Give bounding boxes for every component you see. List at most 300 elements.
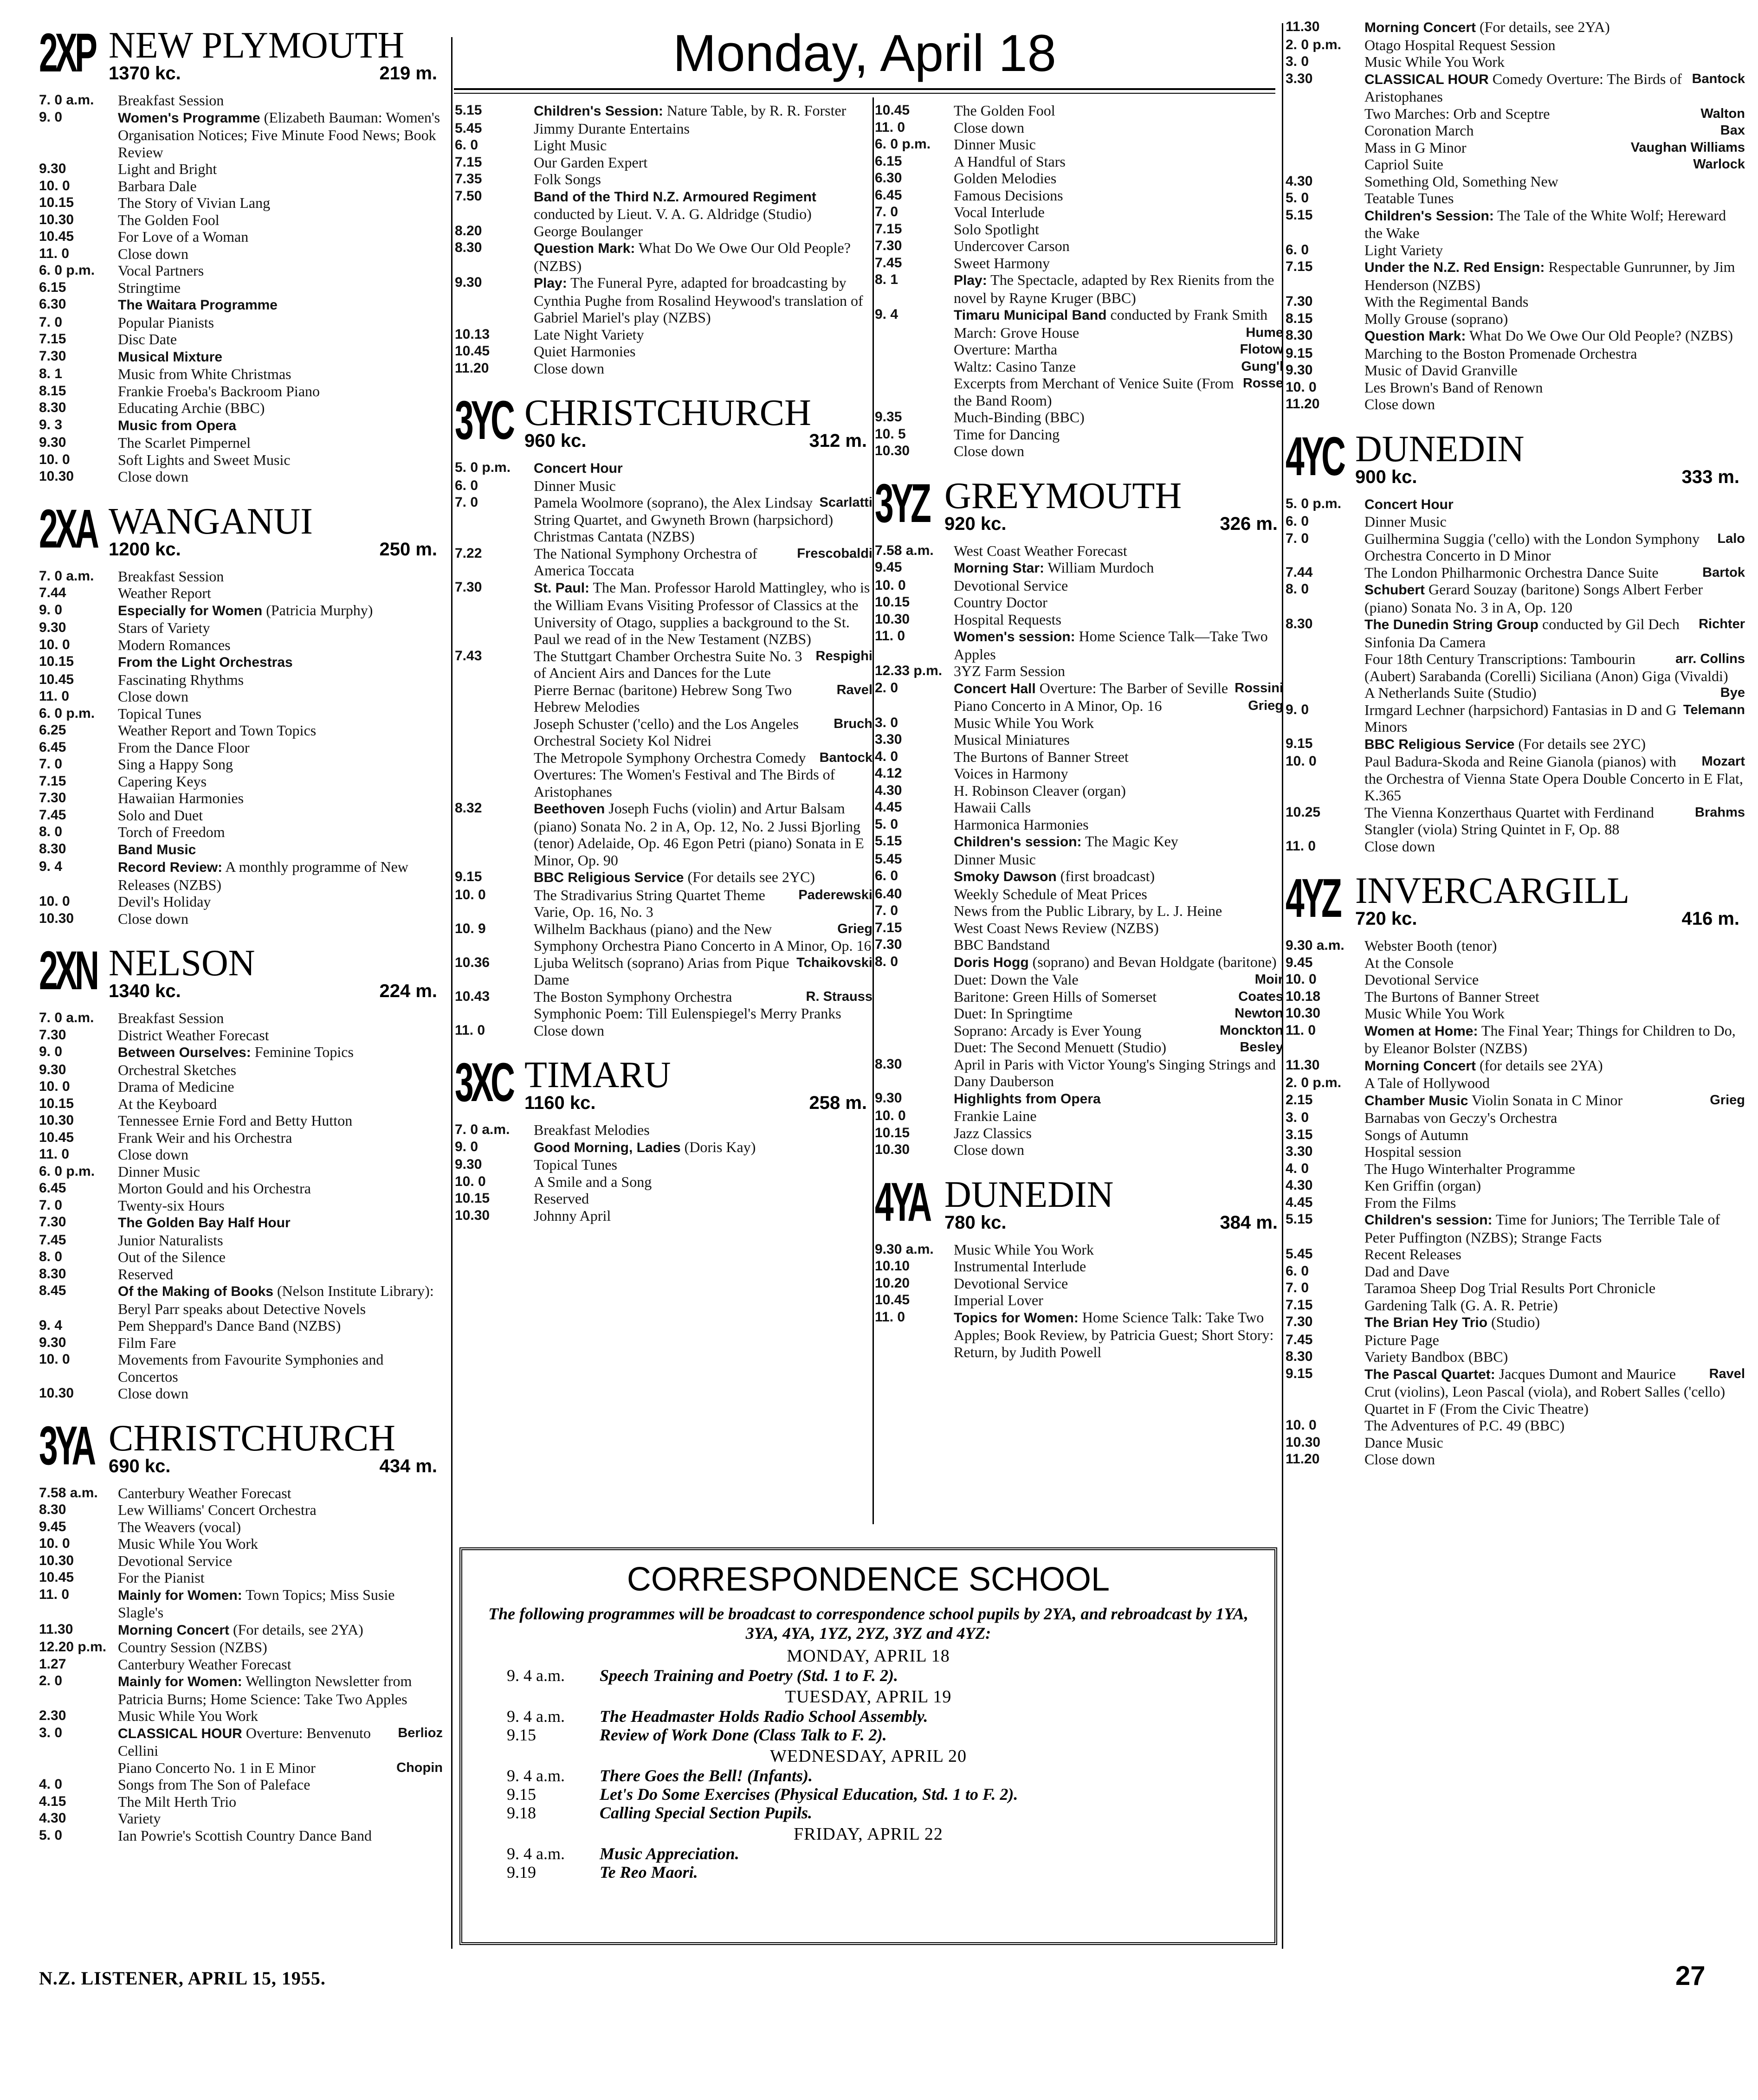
programme-time: 9. 0 bbox=[39, 109, 63, 125]
programme-time: 7. 0 a.m. bbox=[39, 1010, 94, 1025]
programme-entry bbox=[455, 171, 873, 188]
programme-description: Close down bbox=[118, 1385, 188, 1402]
programme-entry bbox=[39, 841, 443, 859]
programme-entry bbox=[39, 1146, 443, 1163]
programme-entry bbox=[39, 1485, 443, 1502]
programme-description: Jazz Classics bbox=[954, 1124, 1032, 1141]
programme-entry bbox=[39, 1027, 443, 1044]
station-call-sign: 4YA bbox=[875, 1171, 930, 1233]
programme-entry bbox=[875, 1108, 1283, 1125]
programme-description: Capering Keys bbox=[118, 773, 207, 790]
programme-description: Vocal Interlude bbox=[954, 204, 1045, 220]
programme-description: Dad and Dave bbox=[1364, 1263, 1450, 1280]
programme-description: conducted by Lieut. V. A. G. Aldridge (Studio) bbox=[534, 206, 812, 222]
programme-description: (Studio) bbox=[1487, 1314, 1540, 1330]
programme-time: 9.45 bbox=[875, 560, 902, 575]
programme-title: Under the N.Z. Red Ensign: bbox=[1364, 260, 1545, 275]
programme-description: Sing a Happy Song bbox=[118, 756, 233, 773]
programme-time: 7.30 bbox=[39, 1027, 66, 1043]
programme-entry bbox=[1286, 1246, 1745, 1263]
programme-description: Two Marches: Orb and Sceptre bbox=[1364, 105, 1550, 122]
programme-time: 6.45 bbox=[875, 187, 902, 203]
programme-description: (for details see 2YA) bbox=[1476, 1056, 1603, 1074]
programme-title: Timaru Municipal Band bbox=[954, 308, 1107, 323]
programme-title: Music from Opera bbox=[118, 418, 237, 433]
programme-description: Webster Booth (tenor) bbox=[1364, 937, 1497, 954]
programme-description: Voices in Harmony bbox=[954, 765, 1068, 782]
programme-entry bbox=[39, 366, 443, 383]
programme-description: Marching to the Boston Promenade Orchestra bbox=[1364, 345, 1637, 362]
programme-description: Vocal Partners bbox=[118, 262, 204, 279]
programme-entry bbox=[39, 417, 443, 435]
programme-title: Morning Star: bbox=[954, 560, 1044, 576]
programme-description: The Vienna Konzerthaus Quartet with Ferdinand Stangler (viola) String Quintet in F, Op. 88 bbox=[1364, 804, 1654, 837]
programme-composer: Rossini bbox=[1234, 680, 1283, 696]
programme-description: Home Science Talk—Take Two Apples bbox=[954, 628, 1268, 663]
programme-entry bbox=[39, 314, 443, 331]
programme-description: (Doris Kay) bbox=[680, 1138, 756, 1155]
programme-title: Good Morning, Ladies bbox=[534, 1140, 681, 1155]
programme-entry bbox=[1286, 1177, 1745, 1194]
programme-entry bbox=[1286, 1143, 1745, 1160]
programme-description: Hawaiian Harmonies bbox=[118, 790, 244, 806]
station-frequency: 900 kc. bbox=[1355, 466, 1417, 487]
programme-time: 8.15 bbox=[39, 383, 66, 399]
programme-entry bbox=[39, 858, 443, 893]
programme-entry bbox=[39, 1163, 443, 1180]
correspondence-day: WEDNESDAY, APRIL 20 bbox=[769, 1746, 967, 1766]
programme-entry bbox=[875, 1005, 1283, 1022]
programme-description: Jimmy Durante Entertains bbox=[534, 120, 690, 137]
programme-description: Canterbury Weather Forecast bbox=[118, 1484, 291, 1501]
programme-time: 8. 0 bbox=[875, 953, 898, 969]
programme-description: March: Grove House bbox=[954, 324, 1079, 341]
programme-entry bbox=[875, 628, 1283, 663]
programme-entry bbox=[39, 1266, 443, 1283]
programme-time: 9.30 a.m. bbox=[1286, 938, 1344, 953]
programme-description: Irmgard Lechner (harpsichord) Fantasias in D and G Minors bbox=[1364, 701, 1677, 735]
programme-title: The Golden Bay Half Hour bbox=[118, 1215, 291, 1230]
programme-description: Country Session (NZBS) bbox=[118, 1639, 267, 1656]
programme-time: 11. 0 bbox=[875, 119, 905, 135]
correspondence-row bbox=[462, 1766, 1274, 1785]
programme-time: 8. 0 bbox=[1286, 581, 1309, 597]
programme-description: (For details see 2YC) bbox=[684, 869, 815, 885]
station-header bbox=[1286, 427, 1745, 492]
programme-time: 7.44 bbox=[39, 585, 66, 600]
programme-description: Close down bbox=[118, 1146, 188, 1163]
programme-time: 8.32 bbox=[455, 800, 482, 816]
programme-entry bbox=[455, 188, 873, 223]
programme-entry bbox=[455, 1022, 873, 1039]
programme-entry bbox=[1286, 156, 1745, 173]
programme-composer: Paderewski bbox=[798, 887, 873, 902]
programme-time: 10.30 bbox=[1286, 1434, 1321, 1450]
programme-entry bbox=[39, 585, 443, 602]
programme-entry bbox=[455, 494, 873, 545]
programme-composer: Bye bbox=[1720, 685, 1745, 700]
station-wavelength: 312 m. bbox=[809, 431, 867, 451]
programme-entry bbox=[39, 671, 443, 689]
station-frequency: 720 kc. bbox=[1355, 908, 1417, 929]
programme-title: Children's Session: bbox=[1364, 208, 1494, 224]
programme-composer: Rosse bbox=[1242, 376, 1283, 391]
programme-entry bbox=[39, 1010, 443, 1027]
programme-entry bbox=[455, 1207, 873, 1224]
programme-time: 6.30 bbox=[875, 170, 902, 186]
programme-description: Drama of Medicine bbox=[118, 1078, 234, 1095]
programme-time: 7. 0 bbox=[39, 1197, 63, 1213]
station-frequency: 1160 kc. bbox=[524, 1093, 596, 1113]
station-city: NEW PLYMOUTH bbox=[109, 25, 405, 66]
correspondence-time: 9. 4 a.m. bbox=[507, 1844, 565, 1863]
programme-time: 10. 0 bbox=[1286, 379, 1317, 395]
programme-entry bbox=[875, 136, 1283, 153]
programme-entry bbox=[875, 765, 1283, 782]
programme-entry bbox=[39, 178, 443, 195]
programme-description: Close down bbox=[118, 468, 188, 485]
programme-description: (Elizabeth Bauman: Women's Organisation Notices; Five Minute Food News; Book Review bbox=[118, 109, 440, 161]
programme-entry bbox=[875, 1141, 1283, 1159]
programme-description: William Murdoch bbox=[1044, 559, 1154, 576]
programme-description: Close down bbox=[954, 1141, 1024, 1158]
programme-time: 7.45 bbox=[1286, 1332, 1313, 1347]
programme-description: Disc Date bbox=[118, 331, 177, 348]
programme-title: Children's Session: bbox=[534, 103, 663, 119]
programme-time: 10. 9 bbox=[455, 921, 486, 936]
correspondence-row bbox=[462, 1863, 1274, 1881]
station-frequency: 690 kc. bbox=[109, 1456, 171, 1476]
correspondence-row bbox=[462, 1804, 1274, 1822]
programme-entry bbox=[875, 715, 1283, 732]
programme-title: Women's Programme bbox=[118, 110, 260, 126]
programme-time: 4.12 bbox=[875, 766, 902, 781]
programme-description: Instrumental Interlude bbox=[954, 1258, 1086, 1275]
programme-description: Close down bbox=[954, 443, 1024, 459]
programme-time: 8. 1 bbox=[875, 272, 898, 287]
programme-description: Twenty-six Hours bbox=[118, 1197, 225, 1214]
programme-title: Question Mark: bbox=[1364, 329, 1466, 344]
programme-entry bbox=[875, 204, 1283, 221]
programme-entry bbox=[455, 545, 873, 579]
programme-description: George Boulanger bbox=[534, 222, 643, 239]
programme-description: Reserved bbox=[118, 1265, 174, 1282]
programme-description: Music While You Work bbox=[954, 714, 1094, 731]
programme-entry bbox=[875, 1309, 1283, 1361]
programme-title: Band of the Third N.Z. Armoured Regiment bbox=[534, 189, 816, 205]
correspondence-time: 9.15 bbox=[507, 1726, 536, 1744]
correspondence-row bbox=[462, 1785, 1274, 1804]
programme-entry bbox=[1286, 1332, 1745, 1349]
programme-entry bbox=[875, 748, 1283, 766]
programme-description: Light Music bbox=[534, 137, 607, 154]
station-city: DUNEDIN bbox=[944, 1174, 1114, 1215]
programme-time: 9. 0 bbox=[39, 602, 63, 618]
programme-entry bbox=[875, 153, 1283, 170]
correspondence-programme: Te Reo Maori. bbox=[600, 1863, 698, 1881]
programme-time: 10.45 bbox=[39, 1129, 74, 1145]
programme-time: 6.15 bbox=[875, 153, 902, 169]
programme-time: 7.30 bbox=[39, 348, 66, 364]
programme-title: Chamber Music bbox=[1364, 1093, 1468, 1108]
programme-title: Question Mark: bbox=[534, 241, 635, 256]
programme-time: 10. 0 bbox=[39, 894, 70, 909]
programme-time: 10.30 bbox=[875, 1142, 910, 1157]
programme-time: 6.40 bbox=[875, 886, 902, 902]
programme-composer: Flotow bbox=[1240, 342, 1283, 357]
programme-time: 8.15 bbox=[1286, 310, 1313, 326]
programme-entry bbox=[1286, 379, 1745, 396]
programme-composer: Scarlatti bbox=[819, 495, 873, 510]
programme-description: Hospital session bbox=[1364, 1143, 1461, 1160]
programme-composer: Grieg bbox=[837, 921, 873, 936]
programme-time: 10.15 bbox=[455, 1191, 490, 1206]
station-wavelength: 333 m. bbox=[1681, 466, 1739, 487]
programme-entry bbox=[1286, 954, 1745, 972]
programme-title: Band Music bbox=[118, 842, 196, 857]
station-wavelength: 434 m. bbox=[379, 1456, 437, 1476]
programme-description: Four 18th Century Transcriptions: Tambourin (Aubert) Sarabanda (Corelli) Siciliana (Anon) Giga (Vivaldi) bbox=[1364, 651, 1728, 684]
programme-entry bbox=[875, 680, 1283, 698]
correspondence-time: 9. 4 a.m. bbox=[507, 1766, 565, 1785]
programme-time: 11.30 bbox=[1286, 1057, 1320, 1073]
programme-time: 7.44 bbox=[1286, 564, 1313, 580]
programme-entry bbox=[1286, 513, 1745, 530]
programme-time: 10.25 bbox=[1286, 804, 1321, 820]
programme-description: Breakfast Session bbox=[118, 92, 224, 109]
column-4 bbox=[1286, 19, 1745, 1468]
programme-description: The Golden Fool bbox=[118, 211, 220, 228]
programme-title: Smoky Dawson bbox=[954, 869, 1057, 884]
programme-description: Music of David Granville bbox=[1364, 362, 1518, 379]
programme-description: Educating Archie (BBC) bbox=[118, 399, 265, 416]
correspondence-programme: Speech Training and Poetry (Std. 1 to F. 2). bbox=[600, 1666, 898, 1685]
programme-description: The Metropole Symphony Orchestra Comedy Overtures: The Women's Festival and The Birds of Aristophanes bbox=[534, 749, 835, 800]
programme-time: 7. 0 bbox=[455, 495, 478, 510]
column-rule bbox=[451, 37, 452, 1949]
programme-description: The London Philharmonic Orchestra Dance Suite bbox=[1364, 564, 1659, 581]
programme-time: 10.30 bbox=[875, 611, 910, 627]
correspondence-row bbox=[462, 1666, 1274, 1685]
programme-entry bbox=[875, 409, 1283, 426]
programme-entry bbox=[39, 824, 443, 841]
programme-title: From the Light Orchestras bbox=[118, 655, 293, 670]
programme-description: Ken Griffin (organ) bbox=[1364, 1177, 1481, 1194]
programme-time: 4.45 bbox=[1286, 1194, 1313, 1210]
programme-description: Music While You Work bbox=[118, 1707, 259, 1724]
programme-entry bbox=[39, 383, 443, 400]
programme-time: 6. 0 bbox=[1286, 242, 1309, 258]
programme-title: Of the Making of Books bbox=[118, 1284, 274, 1299]
programme-composer: Vaughan Williams bbox=[1630, 140, 1745, 155]
programme-description: What Do We Owe Our Old People? (NZBS) bbox=[534, 239, 851, 274]
programme-composer: Bartok bbox=[1702, 565, 1745, 580]
programme-entry bbox=[1286, 105, 1745, 122]
programme-entry bbox=[875, 443, 1283, 460]
station-city: NELSON bbox=[109, 943, 255, 984]
programme-description: From the Dance Floor bbox=[118, 739, 250, 756]
programme-description: Junior Naturalists bbox=[118, 1231, 223, 1249]
programme-description: Duet: In Springtime bbox=[954, 1005, 1073, 1022]
programme-entry bbox=[1286, 530, 1745, 564]
programme-description: Devotional Service bbox=[1364, 971, 1479, 988]
programme-entry bbox=[875, 782, 1283, 799]
programme-composer: Tchaikovski bbox=[796, 955, 873, 970]
programme-entry bbox=[1286, 1109, 1745, 1127]
programme-time: 9.15 bbox=[1286, 735, 1313, 751]
station-call-sign: 3YC bbox=[455, 390, 512, 451]
programme-description: A Netherlands Suite (Studio) bbox=[1364, 684, 1537, 701]
programme-description: Solo Spotlight bbox=[954, 220, 1040, 238]
programme-entry bbox=[39, 212, 443, 229]
programme-description: Taramoa Sheep Dog Trial Results Port Chronicle bbox=[1364, 1280, 1656, 1296]
programme-time: 4. 0 bbox=[1286, 1160, 1309, 1176]
station-wavelength: 250 m. bbox=[379, 539, 437, 560]
programme-entry bbox=[875, 1292, 1283, 1309]
programme-entry bbox=[1286, 702, 1745, 735]
programme-time: 7.15 bbox=[39, 331, 66, 347]
programme-time: 7.45 bbox=[39, 807, 66, 823]
programme-composer: Ravel bbox=[836, 682, 873, 697]
programme-description: Late Night Variety bbox=[534, 326, 644, 343]
station-wavelength: 326 m. bbox=[1220, 513, 1278, 534]
programme-description: The Scarlet Pimpernel bbox=[118, 434, 251, 451]
programme-entry bbox=[39, 468, 443, 485]
programme-entry bbox=[39, 1552, 443, 1570]
programme-time: 2.30 bbox=[39, 1708, 66, 1723]
programme-description: Golden Melodies bbox=[954, 170, 1057, 187]
programme-description: Dinner Music bbox=[534, 477, 616, 494]
page-number: 27 bbox=[1675, 1961, 1706, 1991]
programme-entry bbox=[39, 790, 443, 807]
programme-description: News from the Public Library, by L. J. Heine bbox=[954, 902, 1222, 919]
programme-time: 6.45 bbox=[39, 1180, 66, 1196]
programme-description: What Do We Owe Our Old People? (NZBS) bbox=[1466, 327, 1733, 344]
programme-description: Capriol Suite bbox=[1364, 156, 1443, 173]
programme-composer: Warlock bbox=[1693, 157, 1745, 172]
programme-time: 8.30 bbox=[1286, 1349, 1313, 1364]
programme-description: From the Films bbox=[1364, 1194, 1456, 1211]
programme-entry bbox=[875, 953, 1283, 972]
programme-time: 9.30 bbox=[39, 161, 66, 176]
programme-time: 9.15 bbox=[1286, 345, 1313, 361]
programme-description: Tennessee Ernie Ford and Betty Hutton bbox=[118, 1112, 353, 1129]
programme-entry bbox=[455, 223, 873, 240]
programme-time: 3. 0 bbox=[1286, 1110, 1309, 1125]
station-header bbox=[39, 941, 443, 1006]
programme-time: 2. 0 bbox=[39, 1673, 63, 1688]
programme-entry bbox=[455, 343, 873, 360]
programme-description: Country Doctor bbox=[954, 594, 1047, 611]
programme-time: 9.30 bbox=[39, 1062, 66, 1077]
programme-description: The Weavers (vocal) bbox=[118, 1518, 241, 1535]
station-frequency: 1370 kc. bbox=[109, 63, 181, 84]
programme-entry bbox=[39, 1656, 443, 1673]
programme-time: 9. 4 bbox=[39, 859, 63, 874]
programme-time: 11. 0 bbox=[875, 628, 905, 644]
programme-time: 6. 0 bbox=[875, 868, 898, 883]
programme-description: Nature Table, by R. R. Forster bbox=[663, 102, 847, 119]
programme-entry bbox=[455, 1139, 873, 1157]
programme-description: Variety bbox=[118, 1810, 161, 1827]
programme-entry bbox=[39, 1282, 443, 1317]
programme-description: The Golden Fool bbox=[954, 102, 1055, 119]
programme-description: Excerpts from Merchant of Venice Suite (From the Band Room) bbox=[954, 375, 1234, 409]
programme-description: The Burtons of Banner Street bbox=[1364, 988, 1539, 1005]
programme-entry bbox=[1286, 293, 1745, 310]
programme-time: 10.45 bbox=[39, 229, 74, 244]
station-frequency: 920 kc. bbox=[944, 513, 1007, 534]
programme-description: April in Paris with Victor Young's Singing Strings and Dany Dauberson bbox=[954, 1056, 1276, 1089]
programme-time: 8.30 bbox=[39, 841, 66, 857]
correspondence-programme: Music Appreciation. bbox=[600, 1844, 739, 1863]
correspondence-school-box bbox=[459, 1547, 1277, 1945]
programme-time: 9. 3 bbox=[39, 417, 63, 432]
programme-description: Piano Concerto in A Minor, Op. 16 bbox=[954, 697, 1162, 714]
programme-entry bbox=[39, 1759, 443, 1777]
programme-time: 12.33 p.m. bbox=[875, 663, 943, 678]
programme-time: 6.25 bbox=[39, 722, 66, 738]
programme-description: West Coast News Review (NZBS) bbox=[954, 919, 1159, 936]
station-frequency: 1200 kc. bbox=[109, 539, 181, 560]
correspondence-programme: Review of Work Done (Class Talk to F. 2). bbox=[600, 1726, 887, 1744]
programme-title: CLASSICAL HOUR bbox=[1364, 71, 1489, 87]
programme-entry bbox=[1286, 1366, 1745, 1417]
programme-time: 11. 0 bbox=[39, 1147, 70, 1162]
programme-entry bbox=[39, 602, 443, 620]
programme-title: Play: bbox=[954, 273, 987, 288]
programme-description: Devotional Service bbox=[954, 577, 1068, 594]
column-2 bbox=[455, 102, 873, 1224]
programme-entry bbox=[455, 749, 873, 800]
programme-description: Joseph Fuchs (violin) and Artur Balsam (piano) Sonata No. 2 in A, Op. 12, No. 2 Jussi Bjorling (tenor) Adelaide, Op. 46 Egon Petri (piano) Sonata in E Minor, Op. 90 bbox=[534, 800, 864, 869]
station-city: TIMARU bbox=[524, 1055, 671, 1095]
programme-entry bbox=[455, 800, 873, 869]
programme-description: Weather Report bbox=[118, 585, 211, 601]
programme-description: Barbara Dale bbox=[118, 177, 197, 194]
programme-entry bbox=[875, 102, 1283, 119]
programme-entry bbox=[1286, 362, 1745, 379]
programme-description: Home Science Talk: Take Two Apples; Book Review, by Patricia Guest; Short Story: Return, by Judith Powell bbox=[954, 1308, 1274, 1360]
programme-entry bbox=[1286, 581, 1745, 616]
programme-entry bbox=[1286, 496, 1745, 514]
programme-description: At the Console bbox=[1364, 954, 1454, 971]
programme-entry bbox=[1286, 1451, 1745, 1468]
programme-entry bbox=[39, 1707, 443, 1725]
programme-entry bbox=[1286, 1263, 1745, 1280]
programme-entry bbox=[39, 1351, 443, 1385]
programme-entry bbox=[39, 773, 443, 790]
programme-time: 4.30 bbox=[1286, 173, 1313, 189]
programme-description: The Magic Key bbox=[1081, 833, 1178, 850]
programme-entry bbox=[39, 92, 443, 109]
programme-time: 10. 0 bbox=[39, 1079, 70, 1094]
programme-entry bbox=[1286, 1194, 1745, 1211]
programme-entry bbox=[39, 1062, 443, 1079]
programme-entry bbox=[39, 1776, 443, 1793]
programme-description: Our Garden Expert bbox=[534, 154, 648, 171]
programme-time: 7. 0 bbox=[875, 903, 898, 918]
programme-composer: Newton bbox=[1234, 1006, 1283, 1021]
programme-time: 10.30 bbox=[39, 1385, 74, 1401]
programme-entry bbox=[39, 893, 443, 910]
station-wavelength: 224 m. bbox=[379, 981, 437, 1001]
programme-description: Gardening Talk (G. A. R. Petrie) bbox=[1364, 1296, 1558, 1314]
programme-entry bbox=[1286, 651, 1745, 684]
programme-description: Frankie Froeba's Backroom Piano bbox=[118, 382, 320, 399]
programme-time: 7. 0 bbox=[39, 314, 63, 330]
programme-time: 4. 0 bbox=[39, 1777, 63, 1792]
